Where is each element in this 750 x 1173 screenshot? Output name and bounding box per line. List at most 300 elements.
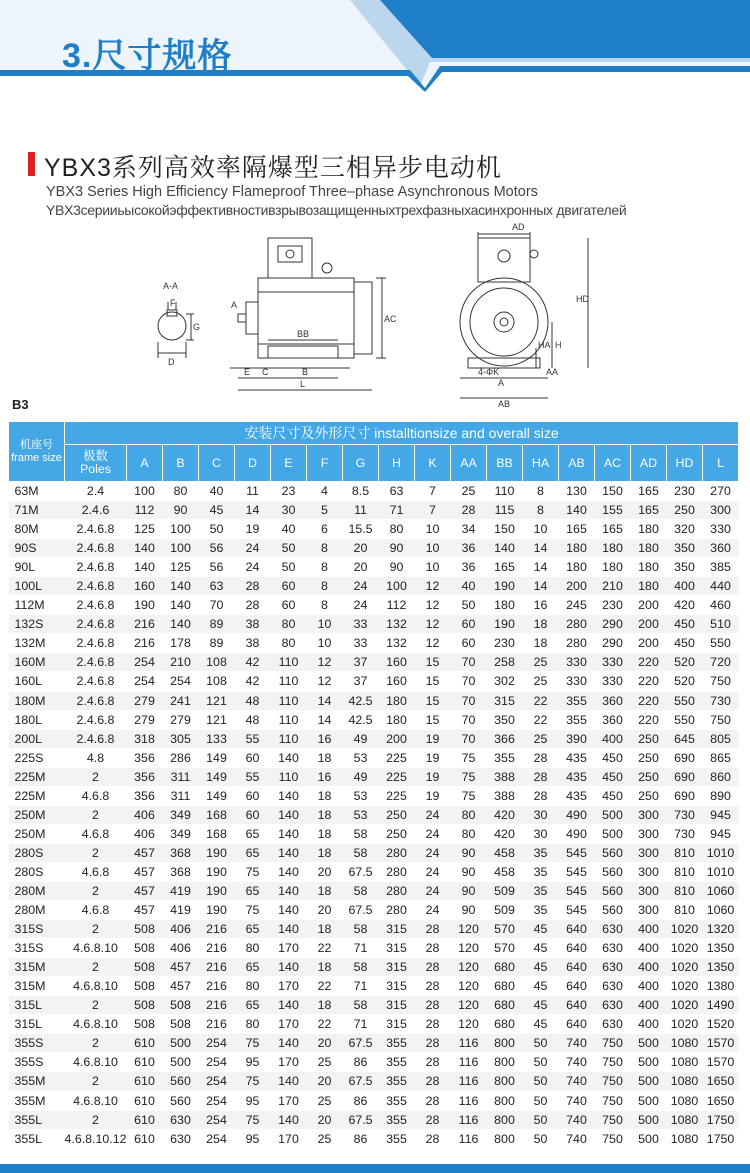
table-cell: 140 bbox=[163, 596, 199, 615]
table-cell: 570 bbox=[487, 920, 523, 939]
table-cell: 45 bbox=[523, 958, 559, 977]
table-row bbox=[9, 862, 739, 881]
table-cell: 1020 bbox=[667, 958, 703, 977]
table-cell: 360 bbox=[595, 691, 631, 710]
table-cell: 388 bbox=[487, 786, 523, 805]
frame-size-cell: 355L bbox=[9, 1129, 65, 1148]
table-cell: 315 bbox=[379, 1015, 415, 1034]
table-cell: 5 bbox=[307, 501, 343, 520]
table-cell: 42.5 bbox=[343, 691, 379, 710]
table-cell: 95 bbox=[235, 1053, 271, 1072]
label-aa: AA bbox=[546, 367, 559, 377]
table-cell: 24 bbox=[343, 596, 379, 615]
table-cell: 254 bbox=[199, 1034, 235, 1053]
column-header: K bbox=[415, 445, 451, 482]
table-cell: 75 bbox=[235, 862, 271, 881]
table-cell: 24 bbox=[343, 577, 379, 596]
table-cell: 300 bbox=[631, 824, 667, 843]
table-cell: 75 bbox=[235, 1034, 271, 1053]
table-cell: 350 bbox=[667, 539, 703, 558]
label-l: L bbox=[300, 379, 306, 389]
frame-size-cell: 355L bbox=[9, 1110, 65, 1129]
table-cell: 366 bbox=[487, 729, 523, 748]
table-cell: 28 bbox=[415, 1129, 451, 1148]
table-cell: 420 bbox=[487, 824, 523, 843]
frame-size-cell: 160L bbox=[9, 672, 65, 691]
table-cell: 15.5 bbox=[343, 520, 379, 539]
table-cell: 89 bbox=[199, 615, 235, 634]
table-cell: 35 bbox=[523, 881, 559, 900]
table-cell: 10 bbox=[523, 520, 559, 539]
table-cell: 680 bbox=[487, 958, 523, 977]
table-row bbox=[9, 729, 739, 748]
table-header-row-group bbox=[9, 422, 739, 445]
table-cell: 490 bbox=[559, 805, 595, 824]
table-cell: 1520 bbox=[703, 1015, 739, 1034]
table-cell: 254 bbox=[199, 1053, 235, 1072]
table-row bbox=[9, 672, 739, 691]
table-cell: 406 bbox=[163, 920, 199, 939]
table-cell: 110 bbox=[487, 482, 523, 501]
table-cell: 22 bbox=[523, 691, 559, 710]
poles-cell: 4.8 bbox=[65, 748, 127, 767]
table-cell: 140 bbox=[487, 539, 523, 558]
poles-cell: 4.6.8.10.12 bbox=[65, 1129, 127, 1148]
table-cell: 510 bbox=[703, 615, 739, 634]
table-cell: 279 bbox=[127, 691, 163, 710]
table-cell: 45 bbox=[523, 939, 559, 958]
table-cell: 750 bbox=[595, 1053, 631, 1072]
table-cell: 22 bbox=[523, 710, 559, 729]
table-cell: 18 bbox=[307, 958, 343, 977]
table-cell: 165 bbox=[631, 501, 667, 520]
table-cell: 225 bbox=[379, 786, 415, 805]
table-cell: 140 bbox=[271, 805, 307, 824]
table-cell: 70 bbox=[451, 653, 487, 672]
table-cell: 22 bbox=[307, 1015, 343, 1034]
table-cell: 8 bbox=[523, 501, 559, 520]
table-row bbox=[9, 843, 739, 862]
table-cell: 60 bbox=[235, 786, 271, 805]
table-cell: 860 bbox=[703, 767, 739, 786]
table-cell: 545 bbox=[559, 901, 595, 920]
table-cell: 58 bbox=[343, 958, 379, 977]
frame-size-cell: 180M bbox=[9, 691, 65, 710]
table-cell: 90 bbox=[451, 862, 487, 881]
table-cell: 800 bbox=[487, 1034, 523, 1053]
table-cell: 121 bbox=[199, 691, 235, 710]
table-cell: 70 bbox=[451, 672, 487, 691]
column-header: BB bbox=[487, 445, 523, 482]
table-cell: 67.5 bbox=[343, 1072, 379, 1091]
table-cell: 90 bbox=[163, 501, 199, 520]
table-cell: 18 bbox=[523, 634, 559, 653]
table-cell: 750 bbox=[595, 1034, 631, 1053]
table-cell: 110 bbox=[271, 767, 307, 786]
label-d: D bbox=[168, 357, 175, 367]
table-cell: 53 bbox=[343, 805, 379, 824]
table-cell: 10 bbox=[415, 520, 451, 539]
table-cell: 50 bbox=[523, 1129, 559, 1148]
table-cell: 1020 bbox=[667, 996, 703, 1015]
table-cell: 60 bbox=[271, 577, 307, 596]
table-cell: 180 bbox=[559, 558, 595, 577]
table-cell: 1020 bbox=[667, 1015, 703, 1034]
table-cell: 220 bbox=[631, 672, 667, 691]
table-cell: 140 bbox=[163, 577, 199, 596]
table-cell: 58 bbox=[343, 843, 379, 862]
column-header: AB bbox=[559, 445, 595, 482]
table-cell: 508 bbox=[127, 996, 163, 1015]
table-cell: 360 bbox=[703, 539, 739, 558]
table-cell: 40 bbox=[451, 577, 487, 596]
table-cell: 400 bbox=[631, 920, 667, 939]
frame-size-cell: 80M bbox=[9, 520, 65, 539]
table-cell: 28 bbox=[235, 577, 271, 596]
table-cell: 70 bbox=[451, 691, 487, 710]
table-cell: 740 bbox=[559, 1129, 595, 1148]
table-cell: 508 bbox=[127, 977, 163, 996]
table-cell: 110 bbox=[271, 653, 307, 672]
product-title-cn: YBX3系列高效率隔爆型三相异步电动机 bbox=[44, 154, 502, 182]
bottom-accent-bar bbox=[0, 1164, 750, 1173]
table-cell: 45 bbox=[199, 501, 235, 520]
table-cell: 23 bbox=[271, 482, 307, 501]
table-cell: 170 bbox=[271, 1015, 307, 1034]
frame-size-cell: 200L bbox=[9, 729, 65, 748]
table-cell: 18 bbox=[307, 920, 343, 939]
table-cell: 18 bbox=[307, 824, 343, 843]
table-cell: 24 bbox=[415, 843, 451, 862]
table-cell: 15 bbox=[415, 710, 451, 729]
frame-size-cell: 160M bbox=[9, 653, 65, 672]
table-cell: 330 bbox=[703, 520, 739, 539]
table-cell: 15 bbox=[415, 653, 451, 672]
frame-size-cell: 355M bbox=[9, 1091, 65, 1110]
table-cell: 115 bbox=[487, 501, 523, 520]
table-cell: 355 bbox=[379, 1110, 415, 1129]
table-cell: 230 bbox=[667, 482, 703, 501]
table-row bbox=[9, 615, 739, 634]
table-cell: 28 bbox=[415, 996, 451, 1015]
table-cell: 60 bbox=[235, 748, 271, 767]
table-cell: 28 bbox=[523, 767, 559, 786]
table-cell: 150 bbox=[595, 482, 631, 501]
table-cell: 630 bbox=[595, 1015, 631, 1034]
table-cell: 49 bbox=[343, 767, 379, 786]
table-cell: 190 bbox=[199, 843, 235, 862]
table-cell: 360 bbox=[595, 710, 631, 729]
table-cell: 610 bbox=[127, 1091, 163, 1110]
table-cell: 750 bbox=[595, 1091, 631, 1110]
frame-size-cell: 355M bbox=[9, 1072, 65, 1091]
poles-cell: 4.6.8.10 bbox=[65, 977, 127, 996]
table-row bbox=[9, 520, 739, 539]
table-cell: 180 bbox=[487, 596, 523, 615]
table-cell: 20 bbox=[343, 558, 379, 577]
table-cell: 457 bbox=[163, 977, 199, 996]
table-cell: 160 bbox=[379, 653, 415, 672]
table-cell: 730 bbox=[703, 691, 739, 710]
group-header: 安装尺寸及外形尺寸 installtionsize and overall size bbox=[65, 422, 739, 445]
table-cell: 140 bbox=[271, 920, 307, 939]
table-cell: 168 bbox=[199, 805, 235, 824]
table-cell: 30 bbox=[271, 501, 307, 520]
poles-cell: 4.6.8.10 bbox=[65, 1015, 127, 1034]
table-cell: 24 bbox=[415, 901, 451, 920]
label-h: H bbox=[555, 340, 562, 350]
table-cell: 18 bbox=[307, 881, 343, 900]
table-cell: 89 bbox=[199, 634, 235, 653]
poles-cell: 2 bbox=[65, 843, 127, 862]
label-ab: AB bbox=[498, 399, 511, 409]
table-cell: 19 bbox=[415, 729, 451, 748]
shaft-section-drawing bbox=[158, 281, 200, 367]
table-cell: 170 bbox=[271, 1053, 307, 1072]
table-cell: 280 bbox=[559, 634, 595, 653]
table-cell: 24 bbox=[415, 862, 451, 881]
table-cell: 80 bbox=[235, 1015, 271, 1034]
table-cell: 355 bbox=[559, 691, 595, 710]
table-cell: 190 bbox=[199, 862, 235, 881]
frame-size-cell: 315L bbox=[9, 996, 65, 1015]
table-cell: 740 bbox=[559, 1034, 595, 1053]
table-cell: 25 bbox=[307, 1129, 343, 1148]
table-cell: 279 bbox=[163, 710, 199, 729]
table-cell: 356 bbox=[127, 767, 163, 786]
table-cell: 865 bbox=[703, 748, 739, 767]
table-cell: 16 bbox=[307, 767, 343, 786]
table-cell: 40 bbox=[271, 520, 307, 539]
table-cell: 390 bbox=[559, 729, 595, 748]
table-cell: 355 bbox=[559, 710, 595, 729]
column-header: D bbox=[235, 445, 271, 482]
table-cell: 10 bbox=[307, 634, 343, 653]
table-cell: 120 bbox=[451, 920, 487, 939]
column-header: A bbox=[127, 445, 163, 482]
table-cell: 400 bbox=[595, 729, 631, 748]
table-cell: 140 bbox=[271, 881, 307, 900]
poles-cell: 2.4 bbox=[65, 482, 127, 501]
table-cell: 400 bbox=[631, 939, 667, 958]
table-body bbox=[9, 482, 739, 1149]
table-cell: 250 bbox=[631, 786, 667, 805]
table-cell: 14 bbox=[523, 558, 559, 577]
table-cell: 180 bbox=[595, 558, 631, 577]
table-cell: 560 bbox=[595, 843, 631, 862]
column-header: B bbox=[163, 445, 199, 482]
table-cell: 315 bbox=[379, 996, 415, 1015]
table-cell: 125 bbox=[127, 520, 163, 539]
table-cell: 640 bbox=[559, 939, 595, 958]
table-cell: 86 bbox=[343, 1129, 379, 1148]
table-cell: 630 bbox=[595, 920, 631, 939]
label-aa-section: A-A bbox=[163, 281, 179, 291]
column-header: AC bbox=[595, 445, 631, 482]
table-cell: 30 bbox=[523, 805, 559, 824]
frame-size-cell: 225S bbox=[9, 748, 65, 767]
table-cell: 280 bbox=[379, 843, 415, 862]
table-cell: 190 bbox=[199, 881, 235, 900]
table-cell: 178 bbox=[163, 634, 199, 653]
table-cell: 25 bbox=[451, 482, 487, 501]
table-cell: 12 bbox=[415, 577, 451, 596]
table-cell: 100 bbox=[163, 539, 199, 558]
table-cell: 18 bbox=[307, 748, 343, 767]
poles-cell: 4.6.8.10 bbox=[65, 1053, 127, 1072]
table-cell: 110 bbox=[271, 729, 307, 748]
motor-end-view bbox=[460, 222, 589, 409]
label-ac: AC bbox=[384, 314, 397, 324]
table-row bbox=[9, 786, 739, 805]
table-cell: 680 bbox=[487, 977, 523, 996]
table-cell: 1060 bbox=[703, 901, 739, 920]
table-cell: 155 bbox=[595, 501, 631, 520]
poles-cell: 2 bbox=[65, 767, 127, 786]
table-cell: 216 bbox=[199, 977, 235, 996]
dimension-table bbox=[8, 421, 739, 1149]
table-cell: 20 bbox=[307, 862, 343, 881]
table-cell: 80 bbox=[235, 977, 271, 996]
table-cell: 400 bbox=[631, 958, 667, 977]
table-cell: 300 bbox=[631, 843, 667, 862]
table-cell: 140 bbox=[271, 996, 307, 1015]
table-cell: 19 bbox=[235, 520, 271, 539]
table-cell: 12 bbox=[415, 634, 451, 653]
table-cell: 545 bbox=[559, 862, 595, 881]
table-cell: 508 bbox=[127, 939, 163, 958]
table-cell: 216 bbox=[199, 996, 235, 1015]
table-cell: 300 bbox=[703, 501, 739, 520]
table-cell: 241 bbox=[163, 691, 199, 710]
table-cell: 71 bbox=[343, 1015, 379, 1034]
table-cell: 80 bbox=[271, 615, 307, 634]
frame-size-cell: 250M bbox=[9, 824, 65, 843]
table-cell: 216 bbox=[199, 939, 235, 958]
table-cell: 630 bbox=[595, 996, 631, 1015]
table-cell: 400 bbox=[667, 577, 703, 596]
table-cell: 108 bbox=[199, 653, 235, 672]
table-cell: 610 bbox=[127, 1053, 163, 1072]
table-header-row-columns bbox=[9, 445, 739, 482]
table-cell: 70 bbox=[451, 710, 487, 729]
table-cell: 8 bbox=[307, 577, 343, 596]
table-cell: 690 bbox=[667, 748, 703, 767]
table-cell: 140 bbox=[271, 843, 307, 862]
table-cell: 90 bbox=[451, 901, 487, 920]
table-cell: 19 bbox=[415, 748, 451, 767]
poles-cell: 2.4.6.8 bbox=[65, 691, 127, 710]
poles-cell: 2.4.6.8 bbox=[65, 577, 127, 596]
table-cell: 65 bbox=[235, 996, 271, 1015]
table-cell: 570 bbox=[487, 939, 523, 958]
table-cell: 42 bbox=[235, 653, 271, 672]
table-cell: 95 bbox=[235, 1091, 271, 1110]
table-cell: 75 bbox=[451, 767, 487, 786]
table-cell: 356 bbox=[127, 786, 163, 805]
table-cell: 60 bbox=[235, 805, 271, 824]
table-cell: 330 bbox=[559, 672, 595, 691]
table-cell: 750 bbox=[595, 1072, 631, 1091]
table-cell: 250 bbox=[631, 767, 667, 786]
frame-size-cell: 180L bbox=[9, 710, 65, 729]
table-cell: 1080 bbox=[667, 1072, 703, 1091]
frame-size-cell: 280S bbox=[9, 843, 65, 862]
table-cell: 11 bbox=[235, 482, 271, 501]
table-cell: 20 bbox=[307, 1072, 343, 1091]
table-cell: 12 bbox=[415, 615, 451, 634]
table-cell: 508 bbox=[163, 996, 199, 1015]
table-cell: 8 bbox=[523, 482, 559, 501]
table-cell: 254 bbox=[199, 1110, 235, 1129]
table-cell: 450 bbox=[595, 767, 631, 786]
table-cell: 112 bbox=[127, 501, 163, 520]
table-cell: 457 bbox=[127, 901, 163, 920]
table-cell: 33 bbox=[343, 634, 379, 653]
table-cell: 75 bbox=[235, 1110, 271, 1129]
table-cell: 254 bbox=[127, 672, 163, 691]
table-cell: 14 bbox=[523, 577, 559, 596]
table-cell: 63 bbox=[379, 482, 415, 501]
frame-size-cell: 250M bbox=[9, 805, 65, 824]
table-cell: 457 bbox=[127, 843, 163, 862]
table-cell: 116 bbox=[451, 1129, 487, 1148]
table-cell: 610 bbox=[127, 1129, 163, 1148]
table-cell: 509 bbox=[487, 881, 523, 900]
table-row bbox=[9, 596, 739, 615]
table-cell: 10 bbox=[415, 558, 451, 577]
table-cell: 800 bbox=[487, 1072, 523, 1091]
table-cell: 508 bbox=[127, 920, 163, 939]
table-cell: 500 bbox=[631, 1129, 667, 1148]
table-cell: 730 bbox=[667, 805, 703, 824]
table-cell: 500 bbox=[631, 1053, 667, 1072]
poles-header bbox=[65, 445, 127, 482]
table-cell: 349 bbox=[163, 805, 199, 824]
table-cell: 170 bbox=[271, 1091, 307, 1110]
table-cell: 34 bbox=[451, 520, 487, 539]
table-cell: 20 bbox=[307, 1110, 343, 1129]
table-cell: 250 bbox=[631, 729, 667, 748]
table-cell: 180 bbox=[631, 539, 667, 558]
table-cell: 280 bbox=[379, 901, 415, 920]
table-cell: 419 bbox=[163, 881, 199, 900]
table-row bbox=[9, 1110, 739, 1129]
column-header: H bbox=[379, 445, 415, 482]
table-cell: 200 bbox=[631, 596, 667, 615]
table-cell: 315 bbox=[487, 691, 523, 710]
poles-cell: 2.4.6.8 bbox=[65, 653, 127, 672]
table-cell: 630 bbox=[595, 939, 631, 958]
table-cell: 457 bbox=[163, 958, 199, 977]
table-cell: 610 bbox=[127, 1072, 163, 1091]
column-header: AA bbox=[451, 445, 487, 482]
table-cell: 12 bbox=[307, 653, 343, 672]
table-cell: 750 bbox=[703, 710, 739, 729]
table-row bbox=[9, 1072, 739, 1091]
table-cell: 280 bbox=[379, 881, 415, 900]
table-row bbox=[9, 653, 739, 672]
table-cell: 37 bbox=[343, 653, 379, 672]
table-cell: 1020 bbox=[667, 939, 703, 958]
table-cell: 315 bbox=[379, 977, 415, 996]
table-cell: 730 bbox=[667, 824, 703, 843]
table-cell: 550 bbox=[667, 691, 703, 710]
table-cell: 302 bbox=[487, 672, 523, 691]
table-cell: 190 bbox=[127, 596, 163, 615]
table-row bbox=[9, 1015, 739, 1034]
table-cell: 20 bbox=[343, 539, 379, 558]
